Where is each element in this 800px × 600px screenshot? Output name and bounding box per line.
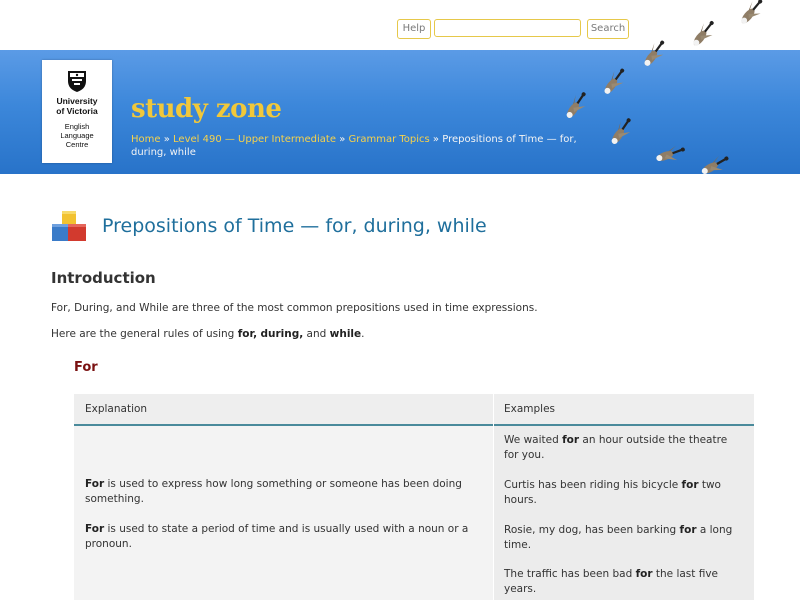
example-text: We waited (504, 434, 563, 446)
keyword-for: for (681, 479, 699, 491)
intro-p2-text: and (303, 328, 330, 340)
intro-paragraph-2 (51, 328, 364, 340)
example-text: Rosie, my dog, has been barking (504, 524, 680, 536)
explanation-item (85, 522, 485, 552)
example-text: The traffic has been bad (504, 568, 636, 580)
table-header-row (74, 394, 754, 426)
keyword-for: For (85, 478, 105, 490)
keyword-for: for (562, 434, 580, 446)
example-text: two hours. (504, 479, 721, 506)
keyword-during: during, (260, 328, 304, 340)
keyword-for: for, (237, 328, 258, 340)
help-button[interactable]: Help (397, 19, 431, 39)
example-item (504, 433, 742, 463)
examples-cell (494, 426, 754, 600)
explanation-cell (74, 426, 493, 600)
example-item (504, 567, 742, 597)
geese-decoration (0, 0, 800, 200)
intro-p2-text: . (361, 328, 365, 340)
section-heading-for: For (74, 360, 98, 375)
logo-sub-3: Centre (65, 140, 89, 149)
table-row (74, 426, 754, 600)
keyword-for: For (85, 523, 105, 535)
table-header-explanation: Explanation (85, 403, 148, 415)
logo-sub-2: Language (60, 131, 94, 140)
search-button[interactable]: Search (587, 19, 629, 39)
breadcrumb-separator: » (336, 134, 349, 145)
example-text: Curtis has been riding his bicycle (504, 479, 682, 491)
explanation-item (85, 477, 485, 507)
logo-line-1: University (56, 96, 98, 106)
breadcrumb-level[interactable]: Level 490 — Upper Intermediate (173, 134, 337, 145)
blocks-icon (50, 209, 90, 245)
table-header-examples: Examples (504, 403, 556, 415)
breadcrumb-grammar-topics[interactable]: Grammar Topics (348, 134, 430, 145)
introduction-heading: Introduction (51, 269, 156, 287)
keyword-for: for (635, 568, 653, 580)
example-text: an hour outside the theatre for you. (504, 434, 728, 461)
breadcrumb-current: Prepositions of Time — for, during, while (131, 134, 577, 158)
page-title: Prepositions of Time — for, during, while (102, 215, 487, 237)
keyword-while: while (329, 328, 362, 340)
site-title[interactable]: study zone (131, 94, 282, 124)
example-item (504, 523, 742, 553)
example-text: the last five years. (504, 568, 719, 595)
intro-paragraph-1: For, During, and While are three of the most common prepositions used in time expressions. (51, 302, 538, 314)
explanation-text: is used to express how long something or someone has been doing something. (85, 478, 462, 505)
breadcrumb-separator: » (160, 134, 174, 145)
example-text: a long time. (504, 524, 733, 551)
breadcrumb-home[interactable]: Home (131, 134, 161, 145)
keyword-for: for (679, 524, 697, 536)
intro-p2-text: Here are the general rules of using (51, 328, 238, 340)
column-divider (493, 394, 494, 600)
breadcrumb-separator: » (429, 134, 443, 145)
logo-sub-1: English (64, 122, 90, 131)
example-item (504, 478, 742, 508)
logo-line-2: of Victoria (56, 106, 98, 116)
explanation-text: is used to state a period of time and is usually used with a noun or a pronoun. (85, 523, 469, 550)
